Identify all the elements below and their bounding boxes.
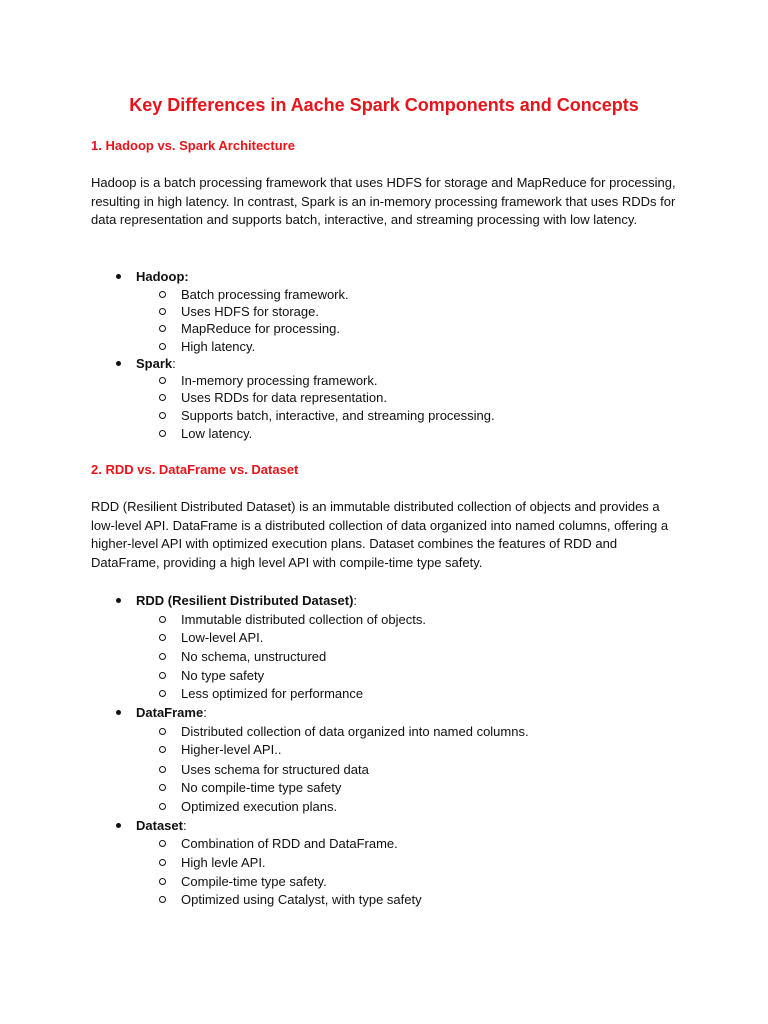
sub-bullet: No type safety xyxy=(181,668,265,683)
sub-bullet: Batch processing framework. xyxy=(181,287,349,302)
document-title: Key Differences in Aache Spark Components and Concepts xyxy=(129,95,639,115)
bullet-dataset: Dataset: xyxy=(136,818,187,833)
sub-bullet: Compile-time type safety. xyxy=(181,874,327,889)
bullet-spark: Spark: xyxy=(136,356,176,371)
sub-bullet: MapReduce for processing. xyxy=(181,321,340,336)
sub-bullet: Less optimized for performance xyxy=(181,686,364,701)
sub-bullet: Optimized using Catalyst, with type safety xyxy=(181,892,422,907)
bullet-rdd: RDD (Resilient Distributed Dataset): xyxy=(136,593,358,608)
sub-bullet: Immutable distributed collection of objects. xyxy=(181,612,426,627)
sub-bullet: Distributed collection of data organized into named columns. xyxy=(181,724,529,739)
sub-bullet: In-memory processing framework. xyxy=(181,373,378,388)
sub-bullet: Combination of RDD and DataFrame. xyxy=(181,836,398,851)
section-heading-rdd-dataframe-dataset: 2. RDD vs. DataFrame vs. Dataset xyxy=(91,462,299,477)
sub-bullet: No compile-time type safety xyxy=(181,780,342,795)
sub-bullet: Low latency. xyxy=(181,426,253,441)
sub-bullet: Uses HDFS for storage. xyxy=(181,304,319,319)
bullet-hadoop: Hadoop: xyxy=(136,269,189,284)
sub-bullet: High latency. xyxy=(181,339,256,354)
sub-bullet: Uses RDDs for data representation. xyxy=(181,390,387,405)
section-heading-hadoop-vs-spark: 1. Hadoop vs. Spark Architecture xyxy=(91,138,295,153)
bullet-dataframe: DataFrame: xyxy=(136,705,207,720)
sub-bullet: High levle API. xyxy=(181,855,266,870)
sub-bullet: Supports batch, interactive, and streaming processing. xyxy=(181,408,495,423)
section-paragraph-hadoop-vs-spark: Hadoop is a batch processing framework that uses HDFS for storage and MapReduce for processing, resulting in high latency. In contrast, Spark is an in-memory processing framework that uses RDDs for data representation and supports batch, interactive, and streaming processing with low latency. xyxy=(91,175,676,228)
sub-bullet: Higher-level API.. xyxy=(181,742,282,757)
sub-bullet: No schema, unstructured xyxy=(181,649,327,664)
sub-bullet: Optimized execution plans. xyxy=(181,799,338,814)
sub-bullet: Uses schema for structured data xyxy=(181,762,369,777)
section-paragraph-rdd-dataframe-dataset: RDD (Resilient Distributed Dataset) is an immutable distributed collection of objects and provides a low-level API. DataFrame is a distributed collection of data organized into named columns, offering a higher-level API with optimized execution plans. Dataset combines the features of RDD and DataFrame, providing a high level API with compile-time type safety. xyxy=(91,499,669,571)
sub-bullet: Low-level API. xyxy=(181,630,264,645)
